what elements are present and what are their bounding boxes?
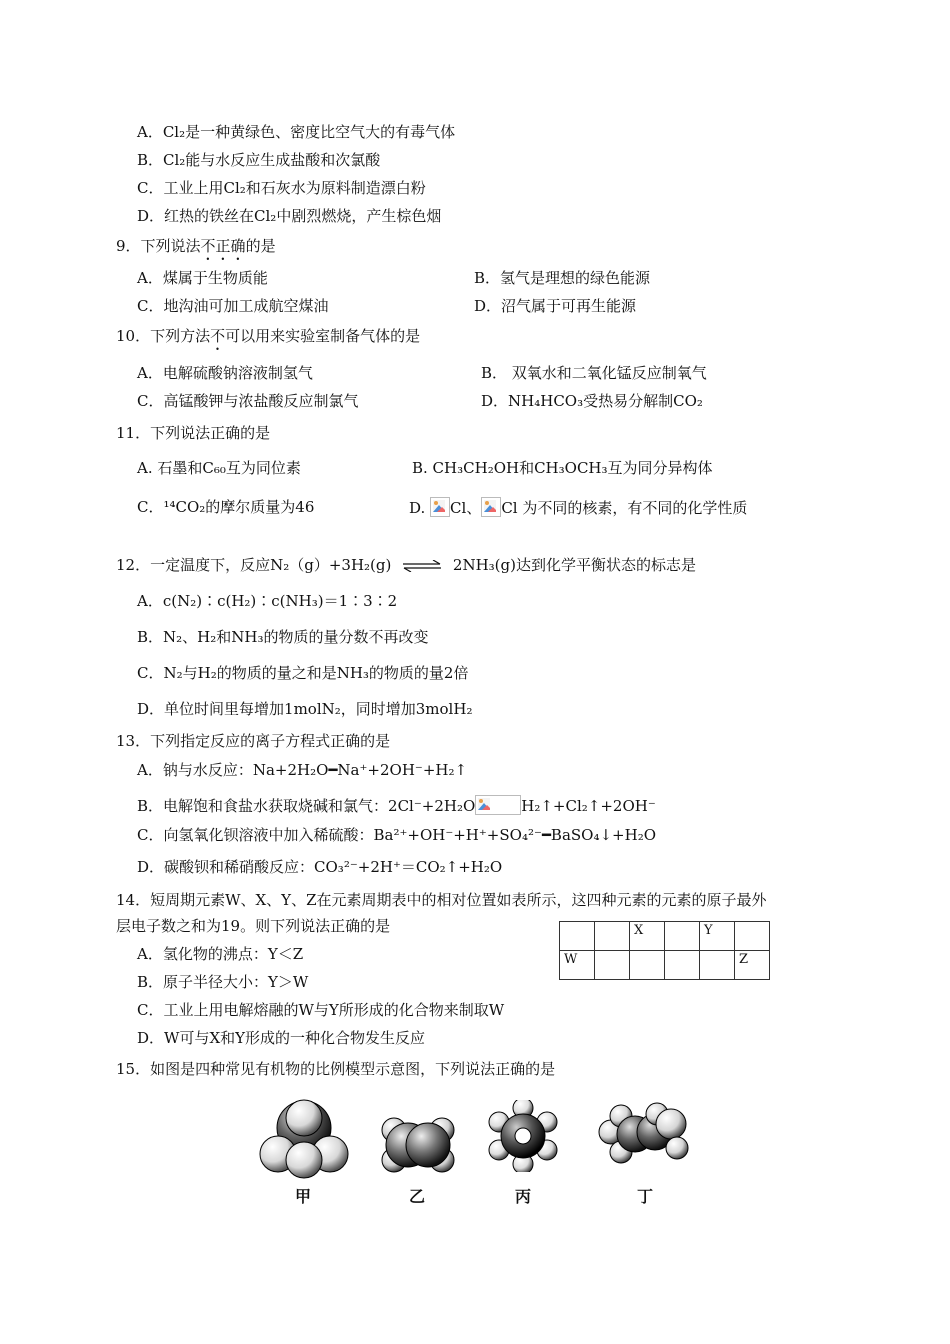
table-cell — [560, 922, 595, 951]
q8-option-a: A．Cl₂是一种黄绿色、密度比空气大的有毒气体 — [137, 123, 456, 141]
model-label-jia: 甲 — [295, 1187, 312, 1206]
table-cell — [595, 951, 630, 980]
table-cell — [630, 951, 665, 980]
broken-image-icon — [475, 795, 521, 815]
q8-option-c: C．工业上用Cl₂和石灰水为原料制造漂白粉 — [137, 179, 426, 197]
table-cell: W — [560, 951, 595, 980]
q11-option-d: D. Cl、 Cl 为不同的核素，有不同的化学性质 — [409, 499, 748, 517]
benzene-model-image — [487, 1100, 559, 1172]
q8-option-d: D．红热的铁丝在Cl₂中剧烈燃烧，产生棕色烟 — [137, 207, 442, 225]
q13-option-b: B．电解饱和食盐水获取烧碱和氯气：2Cl⁻+2H₂O H₂↑+Cl₂↑+2OH⁻ — [137, 797, 656, 815]
table-cell: Y — [700, 922, 735, 951]
q9-option-d: D．沼气属于可再生能源 — [474, 297, 637, 315]
table-cell — [665, 951, 700, 980]
broken-image-icon — [481, 497, 501, 517]
periodic-table-fragment — [559, 921, 770, 980]
q12-option-c: C．N₂与H₂的物质的量之和是NH₃的物质的量2倍 — [137, 664, 469, 682]
ethanol-model-image — [597, 1102, 689, 1168]
q9-option-a: A．煤属于生物质能 — [137, 269, 268, 287]
table-cell: Z — [735, 951, 770, 980]
q9-emphasis: 不正确 — [200, 237, 246, 255]
model-label-bing: 丙 — [515, 1187, 532, 1206]
table-cell — [735, 922, 770, 951]
q10-emphasis: 不 — [210, 327, 226, 345]
q13-stem: 13．下列指定反应的离子方程式正确的是 — [116, 732, 391, 750]
q10-option-b: B． 双氧水和二氧化锰反应制氧气 — [481, 364, 707, 382]
q14-option-c: C．工业上用电解熔融的W与Y所形成的化合物来制取W — [137, 1001, 505, 1019]
q12-stem: 12．一定温度下，反应N₂（g）+3H₂(g) 2NH₃(g)达到化学平衡状态的标志是 — [116, 556, 696, 574]
q13-option-c: C．向氢氧化钡溶液中加入稀硫酸：Ba²⁺+OH⁻+H⁺+SO₄²⁻━BaSO₄↓+H₂O — [137, 826, 657, 844]
q12-option-b: B．N₂、H₂和NH₃的物质的量分数不再改变 — [137, 628, 429, 646]
q11-option-c: C．¹⁴CO₂的摩尔质量为46 — [137, 498, 315, 516]
q14-option-a: A．氢化物的沸点：Y＜Z — [137, 945, 304, 963]
model-label-ding: 丁 — [637, 1187, 654, 1206]
q9-option-c: C．地沟油可加工成航空煤油 — [137, 297, 329, 315]
q14-option-b: B．原子半径大小：Y＞W — [137, 973, 309, 991]
q13-option-a: A．钠与水反应：Na+2H₂O━Na⁺+2OH⁻+H₂↑ — [137, 761, 468, 779]
equilibrium-arrow-icon — [402, 560, 442, 572]
table-row — [560, 922, 770, 951]
q15-stem: 15．如图是四种常见有机物的比例模型示意图，下列说法正确的是 — [116, 1060, 556, 1078]
q9-option-b: B．氢气是理想的绿色能源 — [474, 269, 651, 287]
broken-image-icon — [430, 497, 450, 517]
table-cell — [700, 951, 735, 980]
table-cell — [665, 922, 700, 951]
ethylene-model-image — [380, 1114, 456, 1176]
q14-stem-line1: 14．短周期元素W、X、Y、Z在元素周期表中的相对位置如表所示，这四种元素的元素的原子最外 — [116, 891, 767, 909]
q14-option-d: D．W可与X和Y形成的一种化合物发生反应 — [137, 1029, 426, 1047]
q11-stem: 11．下列说法正确的是 — [116, 424, 271, 442]
table-cell — [595, 922, 630, 951]
q10-option-c: C．高锰酸钾与浓盐酸反应制氯气 — [137, 392, 359, 410]
q11-option-b: B. CH₃CH₂OH和CH₃OCH₃互为同分异构体 — [412, 459, 713, 477]
q8-option-b: B．Cl₂能与水反应生成盐酸和次氯酸 — [137, 151, 381, 169]
q13-option-d: D．碳酸钡和稀硝酸反应：CO₃²⁻+2H⁺＝CO₂↑+H₂O — [137, 858, 503, 876]
model-label-yi: 乙 — [409, 1187, 426, 1206]
q9-stem: 9．下列说法不正确的是 — [116, 237, 276, 255]
q12-option-d: D．单位时间里每增加1molN₂，同时增加3molH₂ — [137, 700, 473, 718]
table-row — [560, 951, 770, 980]
methane-model-image — [258, 1098, 350, 1180]
q12-option-a: A．c(N₂)∶c(H₂)∶c(NH₃)＝1∶3∶2 — [137, 592, 398, 610]
q10-option-d: D．NH₄HCO₃受热易分解制CO₂ — [481, 392, 703, 410]
q14-stem-line2: 层电子数之和为19。则下列说法正确的是 — [116, 917, 391, 935]
table-cell: X — [630, 922, 665, 951]
q10-option-a: A．电解硫酸钠溶液制氢气 — [137, 364, 313, 382]
q11-option-a: A. 石墨和C₆₀互为同位素 — [137, 459, 301, 477]
q10-stem: 10．下列方法不可以用来实验室制备气体的是 — [116, 327, 421, 345]
